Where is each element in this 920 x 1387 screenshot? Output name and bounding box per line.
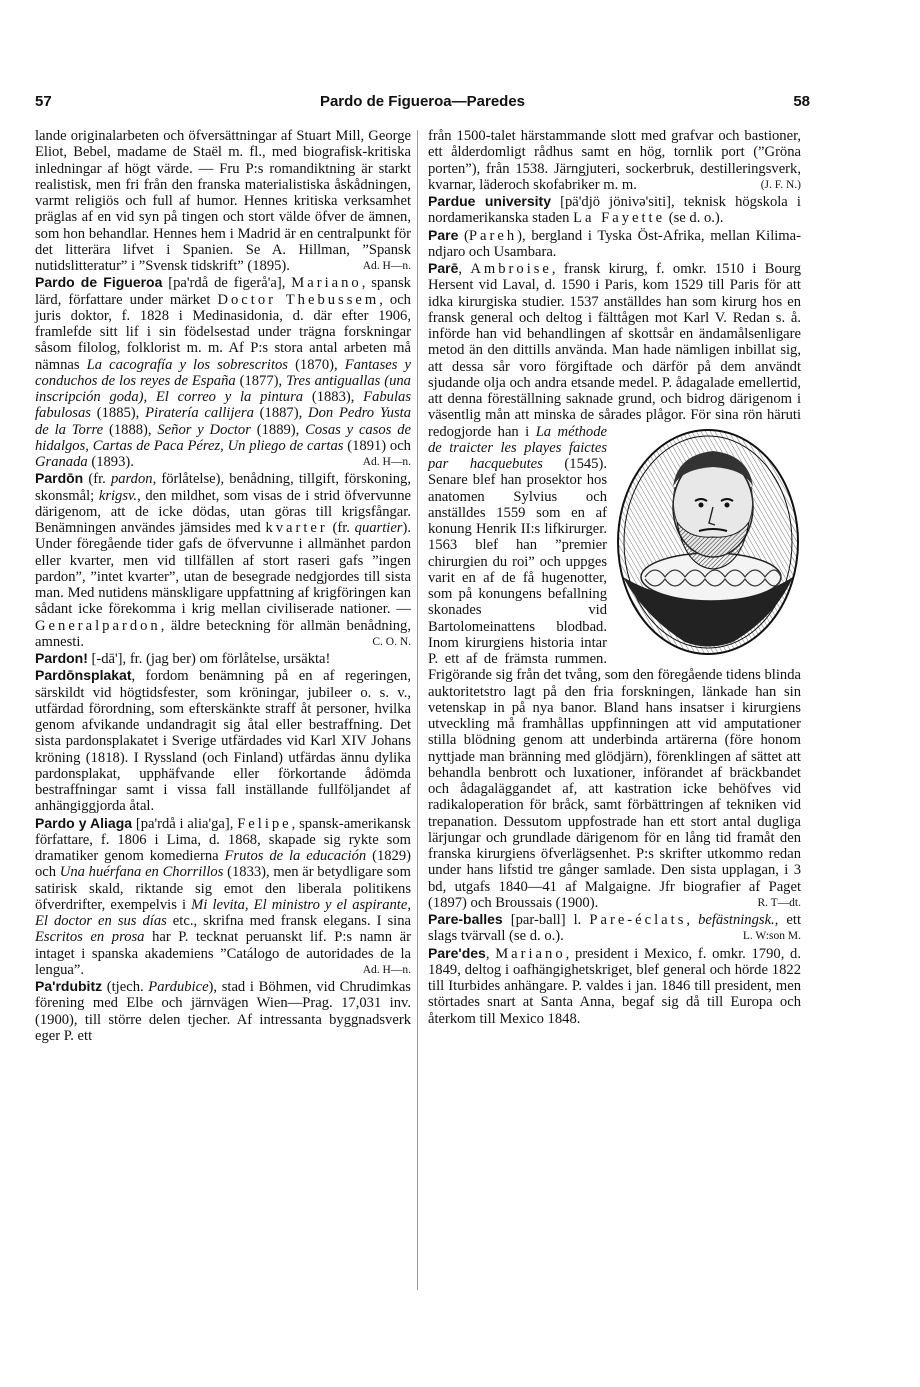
- page-header: [35, 90, 810, 114]
- entry-headword: Parē: [428, 260, 459, 276]
- entry-headword: Pare-balles: [428, 911, 503, 927]
- author-signature: L. W:son M.: [742, 930, 801, 943]
- entry-pare: Pare (Pareh), bergland i Tyska Öst-Afrika, mellan Kilima-ndjaro och Usambara.: [428, 226, 801, 260]
- entry-headword: Pardo y Aliaga: [35, 814, 133, 831]
- page-number-right: 58: [793, 93, 810, 110]
- entry-pare-ambroise: Parē, Ambroise, fransk kirurg, f. omkr. 1510 i Bourg Hersent vid Laval, d. 1590 i Paris, kom 1529 till Paris för att idka kirurgiska studier. 1537 anställdes han som kirurg hos en fransk general och deltog i fälttågen mot Karl V. Redan s. å. införde han vid behandlingen af skottsår en ändamålsenligare metod än den dittills använda. Man hade nämligen inbillat sig, att dessa sår voro förgiftade och därför på dem användt sjudande olja och andra etsande medel. P. ådagalade emellertid, att denna föreställning saknade grund, och bidrog därigenom i väsentlig mån att minska de sårades plågor. För sina rön häruti redogjorde han i La méthode de traicter les playes faictes par hacquebutes (1545). Senare blef han prosektor hos anatomen Sylvius och anställdes 1559 som en af konung Henrik II:s lifkirurger. 1563 blef han ”premier chirurgien du roi” och uppges varit en af de få hugenotter, som på konungens befallning skonades vid Bartolomeinattens blodbad. Inom kirurgiens historia intar P. ett af de främsta rummen. Frigörande sig från det tvång, som den föregående tidens blinda auktoritetstro lagt på den fria forskningen, länkade han sin vetenskap in på nya banor. Bland hans insatser i kirurgiens utveckling må framhållas uppfinningen att vid amputationer stilla blödning genom att underbinda artärerna (före honom nyttjade man bränning med glödjärn), förenklingen af sättet att behandla benbrott och luxationer, införandet af bräckbandet och ådagaläggandet af, att kastration icke behöfves vid radikaloperation för bråck, samt förbättringen af tekniken vid trepanation. Dessutom uppfostrade han ett stort antal dugliga lärjungar och grundlade därigenom för en lång tid framåt den franska kirurgiens öfverlägsenhet. P:s skrifter utkommo redan under hans lifstid tre gånger samlade. Den sista upplagan, i 3 bd, utgafs 1840—41 af Malgaigne. Jfr biografier af Paget (1897) och Broussais (1900). R. T—dt.: [428, 260, 802, 911]
- entry-pardon-interjection: Pardon! [-dā'], fr. (jag ber) om förlåtelse, ursäkta!: [35, 650, 331, 667]
- entry-headword: Pa'rdubitz: [35, 978, 103, 994]
- entry-headword: Pardo de Figueroa: [35, 274, 163, 291]
- author-signature: R. T—dt.: [757, 896, 801, 909]
- entry-pardonsplakat: Pardōnsplakat, fordom benämning på en af regeringen, särskildt vid högtidsfester, som kröningar, jubileer o. s. v., utfärdad förordning, som efterskänkte straff åt personer, hvilka genom afvikande undandragit sig åtal eller bestraffning. Det sista pardonsplakatet i Sverige utfärdades vid Karl XIV Johans kröning (1818). I Ryssland (och Finland) utfärdas ännu dylika pardonsplakat, upphäfvande eller förkortande ådömda bestraffningar samt i vissa fall inställande fullföljandet af anhängiggjorda åtal.: [35, 667, 411, 815]
- right-column: [428, 128, 801, 1027]
- author-signature: C. O. N.: [372, 635, 411, 648]
- portrait-illustration: [615, 427, 801, 657]
- entry-text: lande originalarbeten och öfversättningar af Stuart Mill, George Eliot, Bebel, madame de Staël m. fl., med biografisk-kritiska inledningar af högt värde. — Fru P:s romandiktning är starkt realistisk, men fri från den franska materialistiska åskådningen, varmt religiös och full af humor. Hennes kritiska verksamhet präglas af en vid syn på tingen och stort välde öfver de ämnen, som hon behandlar. Hennes hem i Madrid är en centralpunkt för det litterära lifvet i Spanien. Se A. Hillman, ”Spansk nutidslitteratur” i ”Svensk tidskrift” (1895).: [35, 128, 411, 274]
- entry-headword: Pardue university: [428, 193, 551, 209]
- entry-continuation: [35, 128, 411, 274]
- column-divider: [417, 130, 418, 1290]
- entry-headword: Pardon!: [35, 650, 88, 666]
- entry-pardo-de-figueroa: Pardo de Figueroa [pa'rdå de figerå'a], Mariano, spansk lärd, författare under märket Doctor Thebussem, och juris doktor, f. 1828 i Medinasidonia, d. där efter 1906, framlefde sitt lif i sin födelsestad under trägna forskningar såsom filolog, folklorist m. m. Af P:s stora antal arbeten må nämnas La cacografía y los sobrescritos (1870), Fantases y conduchos de los reyes de España (1877), Tres antiguallas (una inscripción goda), El correo y la pintura (1883), Fabulas fabulosas (1885), Piratería callijera (1887), Don Pedro Yusta de la Torre (1888), Señor y Doctor (1889), Cosas y casos de hidalgos, Cartas de Paca Pérez, Un pliego de cartas (1891) och Granada (1893). Ad. H—n.: [35, 274, 412, 470]
- entry-headword: Pardōn: [35, 470, 84, 487]
- entry-pardubitz: Pa'rdubitz (tjech. Pardubice), stad i Böhmen, vid Chrudimkas förening med Elbe och järnvägen Wien—Prag. 17,031 inv. (1900), till större delen tjecher. Af intressanta byggnadsverk eger P. ett: [35, 978, 411, 1044]
- author-signature: Ad. H—n.: [362, 456, 411, 468]
- entry-pardue-university: Pardue university [pä'djö jönivə'siti], teknisk högskola i nordamerikanska staden La Fayette (se d. o.).: [428, 193, 801, 227]
- bearded-man-with-ruff-portrait-icon: [615, 427, 801, 657]
- entry-headword: Pare'des: [428, 944, 486, 961]
- author-signature: Ad. H—n.: [362, 963, 411, 976]
- author-signature: Ad. H—n.: [362, 260, 411, 272]
- running-head: Pardo de Figueroa—Paredes: [319, 93, 526, 110]
- entry-headword: Pardōnsplakat: [35, 667, 132, 684]
- entry-continuation: från 1500-talet härstammande slott med grafvar och bastioner, ett ålderdomligt rådhus samt en hög, tornlik port (”Gröna porten”), från 1538. Järngjuteri, sockerbruk, destilleringsverk, kvarnar, läderoch skofabriker m. m. (J. F. N.): [428, 128, 801, 193]
- entry-headword: Pare: [428, 226, 459, 243]
- entry-pare-balles: Pare-balles [par-ball] l. Pare-éclats, befästningsk., ett slags tvärvall (se d. o.). L. W:son M.: [428, 911, 801, 945]
- entry-paredes: Pare'des, Mariano, president i Mexico, f. omkr. 1790, d. 1849, deltog i oafhängighetskriget, blef general och hörde 1822 till Iturbides anhängare. P. valdes i jan. 1846 till president, men störtades snart at Santa Anna, begaf sig då till Europa och återkom till Mexico 1848.: [428, 944, 802, 1027]
- author-signature: (J. F. N.): [760, 178, 801, 191]
- entry-pardo-y-aliaga: Pardo y Aliaga [pa'rdå i alia'ga], Felipe, spansk-amerikansk författare, f. 1806 i Lima, d. 1868, skapade sig rykte som dramatiker genom komedierna Frutos de la educación (1829) och Una huérfana en Chorrillos (1833), men är betydligare som satirisk skald, riktande sig emot den liberala politikens öfverdrifter, exempelvis i Mi levita, El ministro y el aspirante, El doctor en sus días etc., skrifna med fransk elegans. I sina Escritos en prosa har P. tecknat peruanskt lif. P:s namn är intaget i spanska akademiens ”Catálogo de autoridades de la lengua”. Ad. H—n.: [35, 814, 412, 978]
- page-number-left: 57: [35, 93, 52, 110]
- left-column: [35, 128, 411, 1044]
- entry-pardon: Pardōn (fr. pardon, förlåtelse), benådning, tillgift, förskoning, skonsmål; krigsv., den mildhet, som visas de i strid öfvervunne därigenom, att de icke dödas, utan göras till krigsfångar. Benämningen användes jämsides med kvarter (fr. quartier). Under föregående tider gafs de öfvervunne i allmänhet pardon eller kvarter, men vid tillfällen af stort raseri gafs ”ingen pardon”, ”intet kvarter”, utan de besegrade nedgjordes till sista man. Med nutidens mänskligare uppfattning af krigföringen kan sådant icke förekomma i krig mellan civiliserade nationer. — Generalpardon, äldre beteckning för allmän benådning, amnesti. C. O. N.: [35, 470, 411, 650]
